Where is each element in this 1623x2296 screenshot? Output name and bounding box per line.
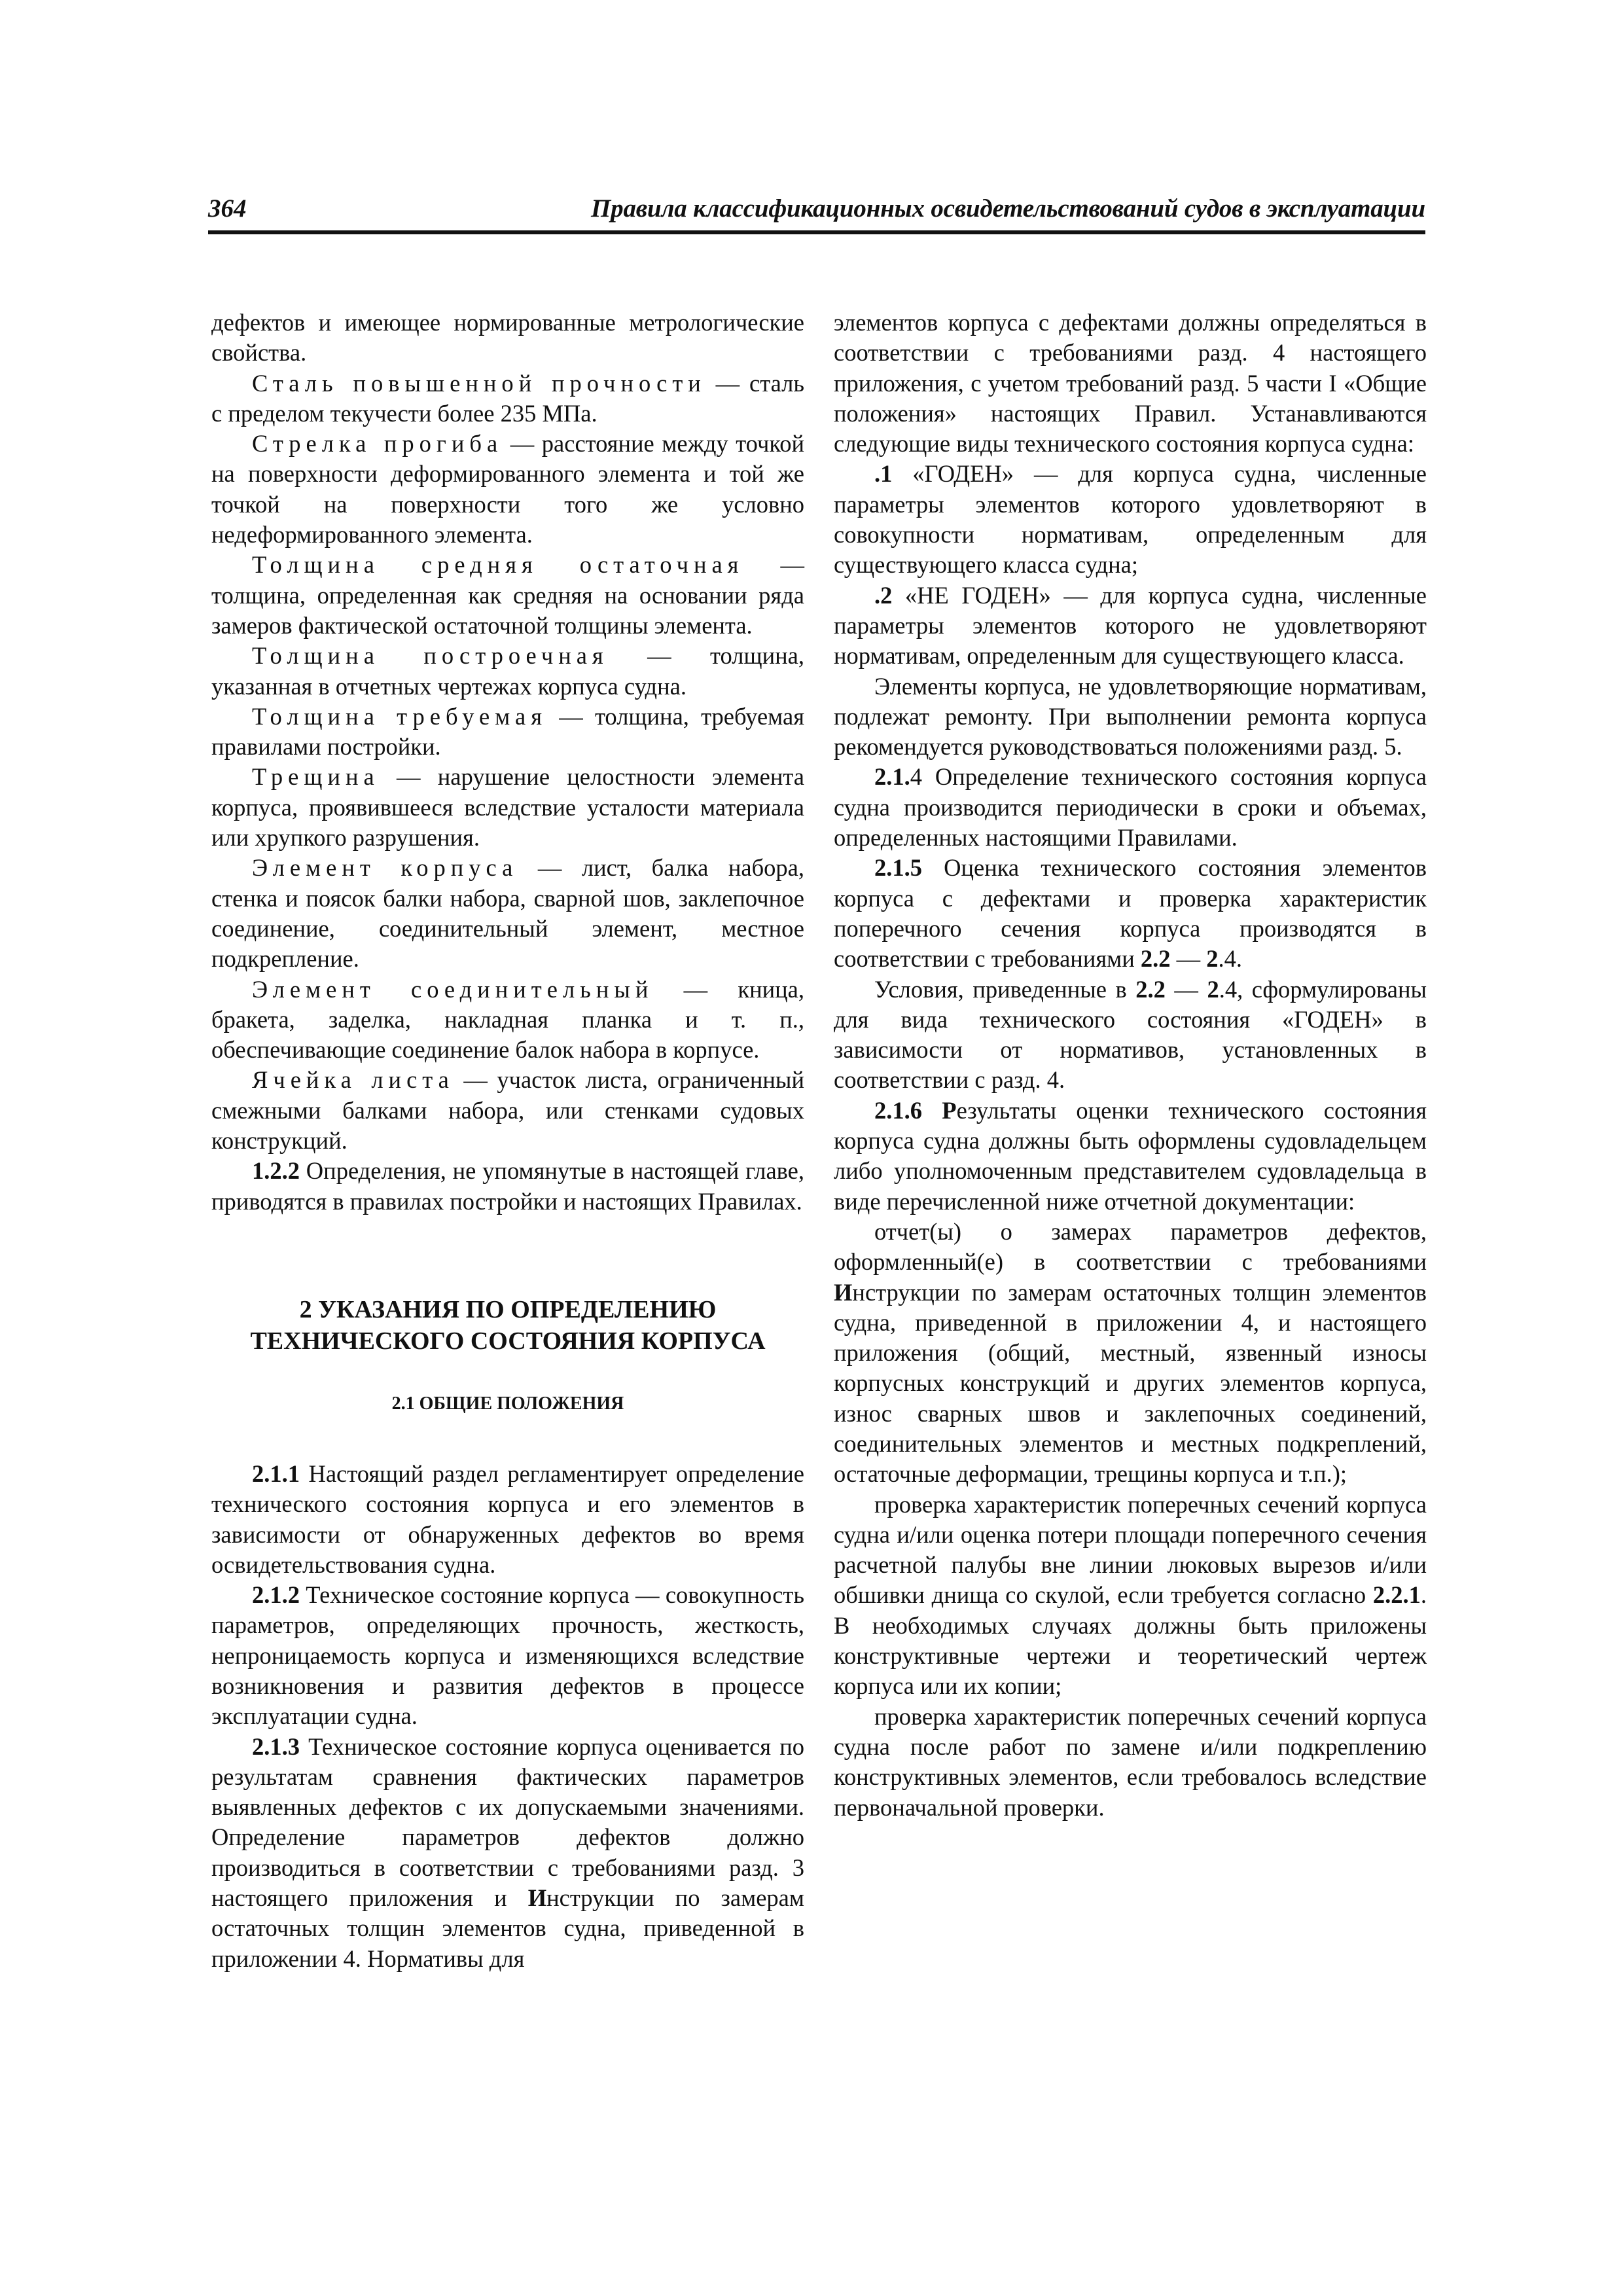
defined-term: Элемент соединительный [252, 975, 654, 1003]
left-column [211, 308, 804, 1974]
defined-term: Ячейка листа [252, 1066, 454, 1094]
definition-paragraph: Элемент соединительный — кница, бракета, заделка, накладная планка и т. п., обеспечивающие соединение балок набора в корпусе. [211, 975, 804, 1064]
definition-paragraph: Толщина требуемая — толщина, требуемая правилами постройки. [211, 702, 804, 761]
page-header [208, 194, 1425, 233]
paragraph: элементов корпуса с дефектами должны определяться в соответствии с требованиями разд. 4 настоящего приложения, с учетом требований разд. 5 части I «Общие положения» настоящих Правил. Устанавливаются следующие виды технического состояния корпуса судна: [834, 309, 1427, 457]
clause-number: 2.1.6 [874, 1096, 922, 1124]
defined-term: Толщина построечная [252, 642, 609, 670]
definition-paragraph: Ячейка листа — участок листа, ограниченный смежными балками набора, или стенками судовых конструкций. [211, 1066, 804, 1155]
paragraph: проверка характеристик поперечных сечений корпуса судна и/или оценка потери площади поперечного сечения расчетной палубы вне линии люковых вырезов и/или обшивки днища со скулой, если требуется согласно 2.2.1. В необходимых случаях должны быть приложены конструктивные чертежи и теоретический чертеж корпуса или их копии; [834, 1490, 1427, 1700]
defined-term: Толщина средняя остаточная [252, 551, 744, 579]
paragraph: Условия, приведенные в 2.2 — 2.4, сформулированы для вида технического состояния «ГОДЕН» в зависимости от нормативов, установленных в соответствии с разд. 4. [834, 975, 1427, 1094]
defined-term: Сталь повышенной прочности [252, 369, 706, 397]
clause-number: 2.1.3 [252, 1732, 300, 1760]
page-number: 364 [208, 194, 247, 223]
paragraph: проверка характеристик поперечных сечений корпуса судна после работ по замене и/или подкреплению конструктивных элементов, если требовалось вследствие первоначальной проверки. [834, 1702, 1427, 1821]
numbered-paragraph: 2.1.4 Определение технического состояния корпуса судна производится периодически в сроки и объемах, определенных настоящими Правилами. [834, 763, 1427, 852]
numbered-paragraph: 2.1.5 Оценка технического состояния элементов корпуса с дефектами и проверка характеристик поперечного сечения корпуса производятся в соответствии с требованиями 2.2 — 2.4. [834, 854, 1427, 973]
definition-paragraph: Сталь повышенной прочности — сталь с пределом текучести более 235 МПа. [211, 369, 804, 427]
list-item: .1 «ГОДЕН» — для корпуса судна, численные параметры элементов которого удовлетворяют в совокупности нормативам, определенным для существующего класса судна; [834, 460, 1427, 579]
defined-term: Трещина [252, 763, 380, 791]
numbered-paragraph: 2.1.2 Техническое состояние корпуса — совокупность параметров, определяющих прочность, жесткость, непроницаемость корпуса и изменяющихся вследствие возникновения и развития дефектов в процессе эксплуатации судна. [211, 1581, 804, 1730]
numbered-paragraph: 2.1.6 Результаты оценки технического состояния корпуса судна должны быть оформлены судовладельцем либо уполномоченным представителем судовладельца в виде перечисленной ниже отчетной документации: [834, 1096, 1427, 1215]
defined-term: Стрелка прогиба [252, 430, 503, 457]
subsection-title: 2.1 ОБЩИЕ ПОЛОЖЕНИЯ [391, 1393, 624, 1414]
item-number: .2 [874, 581, 893, 609]
item-number: .1 [874, 460, 893, 488]
clause-number: 2.1. [874, 763, 910, 791]
defined-term: Элемент корпуса [252, 854, 518, 882]
definition-paragraph: Элемент корпуса — лист, балка набора, стенка и поясок балки набора, сварной шов, заклепочное соединение, соединительный элемент, местное подкрепление. [211, 854, 804, 973]
numbered-paragraph: 1.2.2 Определения, не упомянутые в настоящей главе, приводятся в правилах постройки и настоящих Правилах. [211, 1157, 804, 1215]
list-item: .2 «НЕ ГОДЕН» — для корпуса судна, численные параметры элементов которого не удовлетворяют нормативам, определенным для существующего класса. [834, 581, 1427, 670]
paragraph: Элементы корпуса, не удовлетворяющие нормативам, подлежат ремонту. При выполнении ремонта корпуса рекомендуется руководствоваться положениями разд. 5. [834, 672, 1427, 761]
running-title: Правила классификационных освидетельствований судов в эксплуатации [591, 194, 1425, 223]
definition-paragraph: Толщина построечная — толщина, указанная в отчетных чертежах корпуса судна. [211, 642, 805, 700]
right-column [834, 308, 1427, 1823]
header-rule [208, 230, 1425, 234]
clause-number: 2.1.1 [252, 1460, 300, 1487]
clause-number: 2.1.5 [874, 854, 922, 882]
paragraph: дефектов и имеющее нормированные метрологические свойства. [211, 309, 804, 367]
section-title: 2 УКАЗАНИЯ ПО ОПРЕДЕЛЕНИЮ ТЕХНИЧЕСКОГО СОСТОЯНИЯ КОРПУСА [250, 1295, 766, 1355]
defined-term: Толщина требуемая [252, 702, 547, 730]
definition-paragraph: Толщина средняя остаточная — толщина, определенная как средняя на основании ряда замеров фактической остаточной толщины элемента. [211, 551, 804, 639]
numbered-paragraph: 2.1.1 Настоящий раздел регламентирует определение технического состояния корпуса и его элементов в зависимости от обнаруженных дефектов во время освидетельствования судна. [211, 1460, 804, 1578]
clause-number: 1.2.2 [252, 1157, 300, 1185]
clause-number: 2.1.2 [252, 1581, 300, 1609]
definition-paragraph: Стрелка прогиба — расстояние между точкой на поверхности деформированного элемента и той же точкой на поверхности того же условно недеформированного элемента. [211, 430, 804, 548]
definition-paragraph: Трещина — нарушение целостности элемента корпуса, проявившееся вследствие усталости материала или хрупкого разрушения. [211, 763, 804, 852]
numbered-paragraph: 2.1.3 Техническое состояние корпуса оценивается по результатам сравнения фактических параметров выявленных дефектов с их допускаемыми значениями. Определение параметров дефектов должно производиться в соответствии с требованиями разд. 3 настоящего приложения и Инструкции по замерам остаточных толщин элементов судна, приведенной в приложении 4. Нормативы для [211, 1732, 804, 1972]
paragraph: отчет(ы) о замерах параметров дефектов, оформленный(е) в соответствии с требованиями Инструкции по замерам остаточных толщин элементов судна, приведенной в приложении 4, и настоящего приложения (общий, местный, язвенный износы корпусных конструкций и других элементов корпуса, износ сварных швов и заклепочных соединений, соединительных элементов и местных подкреплений, остаточные деформации, трещины корпуса и т.п.); [834, 1217, 1427, 1488]
